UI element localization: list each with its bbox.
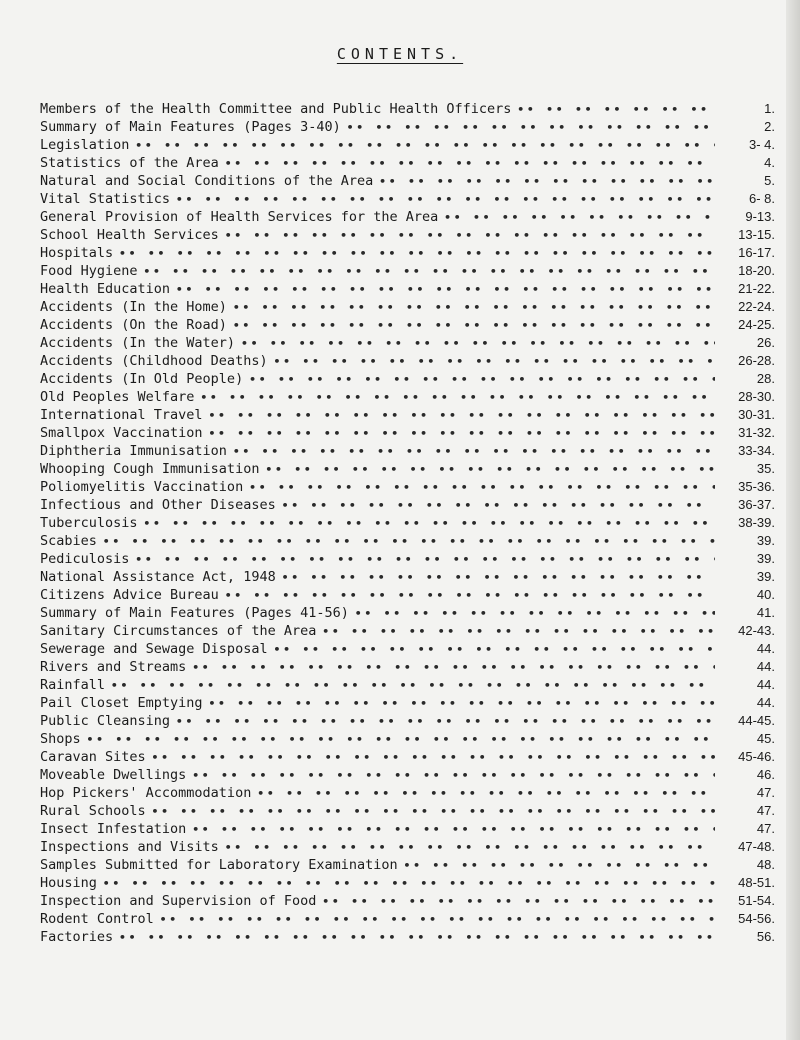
toc-entry (40, 640, 775, 658)
toc-entry-title: Vital Statistics (40, 191, 171, 207)
toc-entry-page: 51-54. (738, 893, 775, 908)
dot-leader (209, 407, 715, 425)
toc-entry (40, 172, 775, 190)
toc-entry-page: 47. (756, 821, 775, 836)
page-edge-shadow (786, 0, 800, 1040)
toc-entry-title: School Health Services (40, 227, 219, 243)
toc-entry (40, 244, 775, 262)
toc-entry-page: 6- 8. (748, 191, 775, 206)
dot-leader (192, 767, 715, 785)
toc-entry-page: 39. (756, 569, 775, 584)
dot-leader (176, 281, 715, 299)
toc-entry-page: 46. (756, 767, 775, 782)
toc-entry-title: Accidents (In Old People) (40, 371, 244, 387)
dot-leader (119, 245, 715, 263)
toc-entry-title: Food Hygiene (40, 263, 138, 279)
toc-entry (40, 856, 775, 874)
toc-entry-title: Sewerage and Sewage Disposal (40, 641, 268, 657)
toc-entry (40, 352, 775, 370)
toc-entry (40, 316, 775, 334)
toc-entry-title: Scabies (40, 533, 97, 549)
toc-entry-title: Caravan Sites (40, 749, 146, 765)
toc-entry-title: Diphtheria Immunisation (40, 443, 227, 459)
toc-entry-page: 47. (756, 803, 775, 818)
dot-leader (322, 893, 715, 911)
dot-leader (249, 479, 715, 497)
toc-entry-page: 16-17. (738, 245, 775, 260)
toc-entry (40, 604, 775, 622)
toc-entry (40, 496, 775, 514)
dot-leader (249, 371, 715, 389)
toc-entry-title: Poliomyelitis Vaccination (40, 479, 244, 495)
dot-leader (274, 353, 715, 371)
toc-entry-page: 33-34. (738, 443, 775, 458)
toc-entry-page: 35. (756, 461, 775, 476)
toc-entry (40, 478, 775, 496)
toc-entry (40, 262, 775, 280)
toc-entry (40, 550, 775, 568)
toc-entry (40, 370, 775, 388)
toc-entry-page: 28. (756, 371, 775, 386)
toc-entry-title: Pediculosis (40, 551, 130, 567)
toc-entry-page: 31-32. (738, 425, 775, 440)
toc-entry-page: 4. (764, 155, 775, 170)
toc-entry (40, 586, 775, 604)
dot-leader (160, 911, 715, 929)
toc-entry (40, 298, 775, 316)
dot-leader (282, 497, 715, 515)
dot-leader (355, 605, 715, 623)
toc-entry-page: 45. (756, 731, 775, 746)
toc-entry-page: 47-48. (738, 839, 775, 854)
toc-entry-page: 44. (756, 641, 775, 656)
toc-entry-page: 44. (756, 695, 775, 710)
toc-entry (40, 136, 775, 154)
toc-entry-page: 45-46. (738, 749, 775, 764)
toc-entry (40, 874, 775, 892)
toc-entry (40, 676, 775, 694)
toc-entry-title: Accidents (In the Water) (40, 335, 236, 351)
toc-entry-page: 1. (764, 101, 775, 116)
toc-entry-page: 40. (756, 587, 775, 602)
toc-entry (40, 532, 775, 550)
toc-entry (40, 190, 775, 208)
toc-entry-title: Citizens Advice Bureau (40, 587, 219, 603)
toc-entry (40, 910, 775, 928)
toc-entry-page: 2. (764, 119, 775, 134)
toc-entry (40, 226, 775, 244)
dot-leader (135, 551, 715, 569)
table-of-contents (40, 100, 775, 946)
dot-leader (152, 803, 715, 821)
toc-entry-title: Members of the Health Committee and Public Health Officers (40, 101, 512, 117)
toc-entry-page: 44. (756, 659, 775, 674)
toc-entry (40, 712, 775, 730)
toc-entry-title: Accidents (Childhood Deaths) (40, 353, 268, 369)
toc-entry (40, 208, 775, 226)
toc-entry-page: 9-13. (745, 209, 775, 224)
toc-entry-page: 26. (756, 335, 775, 350)
toc-entry-title: Public Cleansing (40, 713, 171, 729)
toc-entry (40, 154, 775, 172)
toc-entry-page: 44. (756, 677, 775, 692)
toc-entry-title: Pail Closet Emptying (40, 695, 203, 711)
dot-leader (111, 677, 715, 695)
toc-entry (40, 460, 775, 478)
toc-entry-page: 41. (756, 605, 775, 620)
toc-entry (40, 838, 775, 856)
toc-entry-title: Summary of Main Features (Pages 41-56) (40, 605, 349, 621)
toc-entry-title: Factories (40, 929, 114, 945)
toc-entry-title: Rodent Control (40, 911, 154, 927)
dot-leader (225, 839, 715, 857)
toc-entry-page: 18-20. (738, 263, 775, 278)
toc-entry-page: 48-51. (738, 875, 775, 890)
dot-leader (225, 155, 715, 173)
toc-entry-page: 5. (764, 173, 775, 188)
toc-entry-title: Natural and Social Conditions of the Area (40, 173, 374, 189)
toc-entry-title: Moveable Dwellings (40, 767, 187, 783)
page-heading (0, 45, 800, 63)
toc-entry-title: Samples Submitted for Laboratory Examination (40, 857, 398, 873)
toc-entry-title: International Travel (40, 407, 203, 423)
dot-leader (404, 857, 715, 875)
dot-leader (241, 335, 715, 353)
toc-entry-title: Accidents (On the Road) (40, 317, 227, 333)
dot-leader (103, 875, 715, 893)
toc-entry (40, 622, 775, 640)
toc-entry-page: 48. (756, 857, 775, 872)
toc-entry (40, 424, 775, 442)
dot-leader (233, 299, 715, 317)
toc-entry-title: Inspection and Supervision of Food (40, 893, 317, 909)
dot-leader (135, 137, 715, 155)
toc-entry-page: 35-36. (738, 479, 775, 494)
dot-leader (322, 623, 715, 641)
toc-entry-page: 54-56. (738, 911, 775, 926)
toc-entry-page: 3- 4. (748, 137, 775, 152)
dot-leader (209, 695, 715, 713)
toc-entry-page: 28-30. (738, 389, 775, 404)
dot-leader (257, 785, 715, 803)
toc-entry-title: Old Peoples Welfare (40, 389, 195, 405)
dot-leader (274, 641, 715, 659)
toc-entry-title: Infectious and Other Diseases (40, 497, 276, 513)
dot-leader (225, 227, 715, 245)
toc-entry-title: Summary of Main Features (Pages 3-40) (40, 119, 341, 135)
toc-entry (40, 388, 775, 406)
toc-entry (40, 766, 775, 784)
dot-leader (103, 533, 715, 551)
dot-leader (200, 389, 715, 407)
dot-leader (347, 119, 715, 137)
toc-entry-page: 30-31. (738, 407, 775, 422)
toc-entry-page: 22-24. (738, 299, 775, 314)
toc-entry-title: Accidents (In the Home) (40, 299, 227, 315)
toc-entry (40, 442, 775, 460)
toc-entry-title: Insect Infestation (40, 821, 187, 837)
toc-entry (40, 406, 775, 424)
toc-entry-title: Smallpox Vaccination (40, 425, 203, 441)
toc-entry-title: Rural Schools (40, 803, 146, 819)
dot-leader (265, 461, 715, 479)
dot-leader (379, 173, 715, 191)
toc-entry (40, 802, 775, 820)
dot-leader (444, 209, 715, 227)
toc-entry-title: Rivers and Streams (40, 659, 187, 675)
dot-leader (192, 821, 715, 839)
dot-leader (233, 317, 715, 335)
toc-entry-page: 44-45. (738, 713, 775, 728)
dot-leader (192, 659, 715, 677)
toc-entry-title: Inspections and Visits (40, 839, 219, 855)
dot-leader (152, 749, 715, 767)
toc-entry-title: General Provision of Health Services for the Area (40, 209, 439, 225)
dot-leader (282, 569, 715, 587)
toc-entry-title: Tuberculosis (40, 515, 138, 531)
toc-entry (40, 820, 775, 838)
toc-entry (40, 100, 775, 118)
toc-entry-page: 13-15. (738, 227, 775, 242)
toc-entry-title: Statistics of the Area (40, 155, 219, 171)
dot-leader (209, 425, 715, 443)
toc-entry-title: Housing (40, 875, 97, 891)
toc-entry-page: 21-22. (738, 281, 775, 296)
toc-entry (40, 658, 775, 676)
toc-entry-page: 47. (756, 785, 775, 800)
toc-entry (40, 568, 775, 586)
toc-entry (40, 748, 775, 766)
toc-entry-title: Legislation (40, 137, 130, 153)
toc-entry-page: 39. (756, 533, 775, 548)
toc-entry-page: 38-39. (738, 515, 775, 530)
toc-entry (40, 694, 775, 712)
toc-entry (40, 514, 775, 532)
contents-heading: CONTENTS. (336, 45, 464, 63)
toc-entry (40, 784, 775, 802)
toc-entry (40, 118, 775, 136)
toc-entry (40, 280, 775, 298)
toc-entry-title: Health Education (40, 281, 171, 297)
dot-leader (233, 443, 715, 461)
dot-leader (176, 191, 715, 209)
toc-entry (40, 334, 775, 352)
toc-entry-page: 36-37. (738, 497, 775, 512)
toc-entry (40, 730, 775, 748)
toc-entry-title: Whooping Cough Immunisation (40, 461, 260, 477)
toc-entry-title: National Assistance Act, 1948 (40, 569, 276, 585)
dot-leader (87, 731, 715, 749)
toc-entry-title: Shops (40, 731, 81, 747)
dot-leader (144, 515, 715, 533)
toc-entry-page: 26-28. (738, 353, 775, 368)
toc-entry-page: 24-25. (738, 317, 775, 332)
dot-leader (517, 101, 715, 119)
toc-entry-title: Sanitary Circumstances of the Area (40, 623, 317, 639)
toc-entry-page: 39. (756, 551, 775, 566)
dot-leader (225, 587, 715, 605)
toc-entry-title: Hospitals (40, 245, 114, 261)
toc-entry-title: Hop Pickers' Accommodation (40, 785, 252, 801)
dot-leader (119, 929, 715, 947)
dot-leader (144, 263, 715, 281)
toc-entry-page: 56. (756, 929, 775, 944)
toc-entry-page: 42-43. (738, 623, 775, 638)
toc-entry (40, 928, 775, 946)
toc-entry-title: Rainfall (40, 677, 106, 693)
dot-leader (176, 713, 715, 731)
toc-entry (40, 892, 775, 910)
